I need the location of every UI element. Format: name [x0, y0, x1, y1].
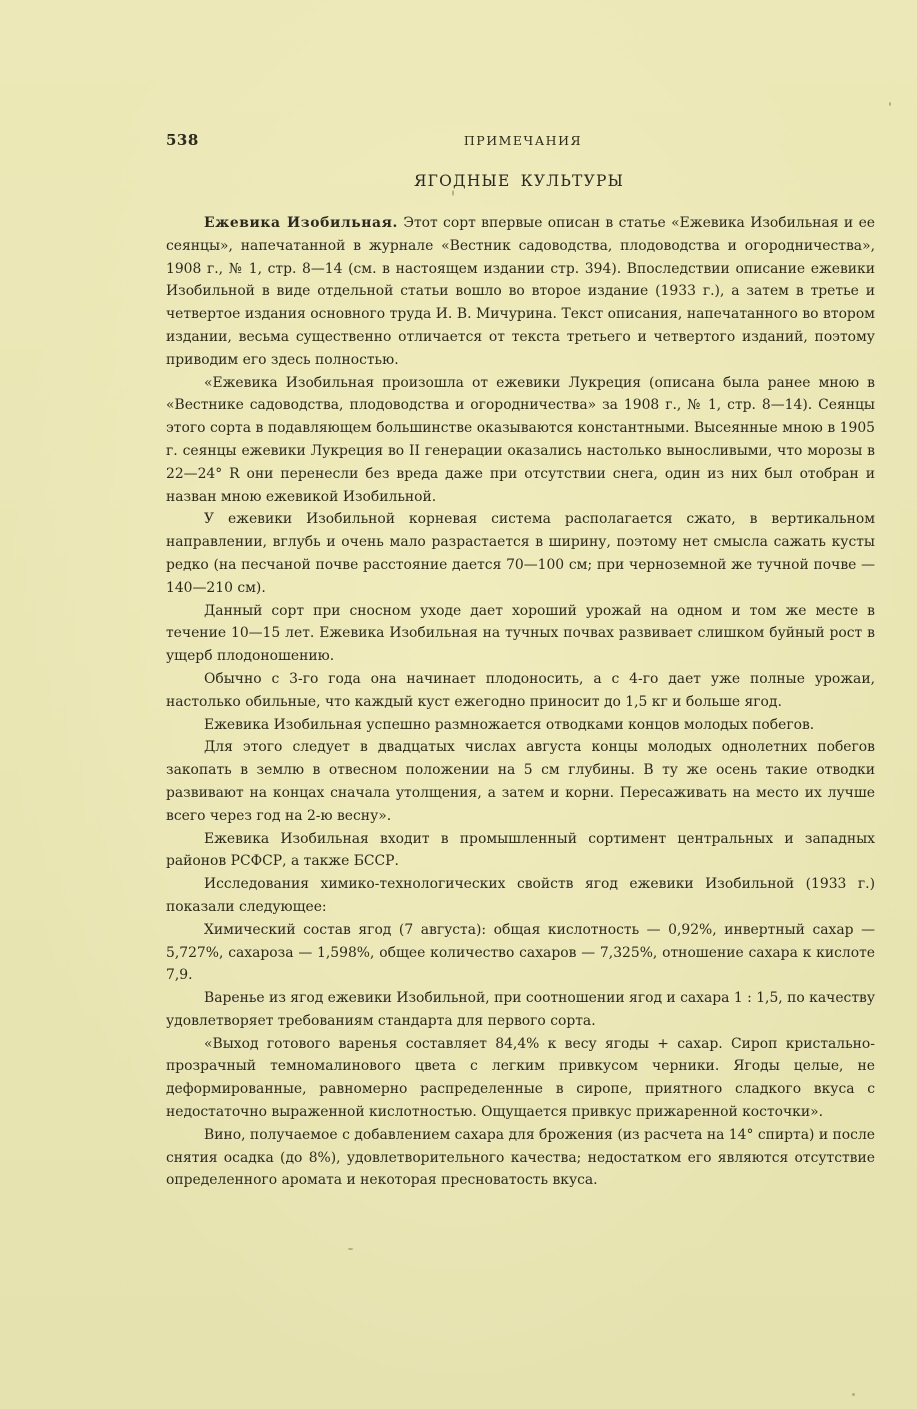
paper-speck [452, 190, 454, 196]
paragraph: Для этого следует в двадцатых числах августа концы молодых однолетних побегов закопать в землю в отвесном положении на 5 см глубины. В ту же осень такие отводки развивают на концах сначала утолщения, а затем и корни. Пересаживать на место их лучше всего через год на 2-ю весну». [166, 739, 875, 824]
paragraph: Обычно с 3-го года она начинает плодоносить, а с 4-го дает уже полные урожаи, настолько обильные, что каждый куст ежегодно приносит до 1,5 кг и больше ягод. [166, 670, 875, 710]
running-title: ПРИМЕЧАНИЯ [463, 133, 583, 148]
body-text [166, 212, 875, 1192]
paragraph: Данный сорт при сносном уходе дает хороший урожай на одном и том же месте в течение 10—15 лет. Ежевика Изобильная на тучных почвах развивает слишком буйный рост в ущерб плодоношению. [166, 602, 875, 665]
paragraph: Вино, получаемое с добавлением сахара для брожения (из расчета на 14° спирта) и после снятия осадка (до 8%), удовлетворительного качества; недостатком его являются отсутствие определенного аромата и некоторая пресноватость вкуса. [166, 1126, 875, 1189]
paragraph-lead: Ежевика Изобильная. [204, 215, 398, 231]
paragraph-text: Этот сорт впервые описан в статье «Ежевика Изобильная и ее сеянцы», напечатанной в журнале «Вестник садоводства, плодоводства и огородничества», 1908 г., № 1, стр. 8—14 (см. в настоящем издании стр. 394). Впоследствии описание ежевики Изобильной в виде отдельной статьи вошло во второе издание (1933 г.), а затем в третье и четвертое издания основного труда И. В. Мичурина. Текст описания, напечатанного во втором издании, весьма существенно отличается от текста третьего и четвертого изданий, поэтому приводим его здесь полностью. [166, 215, 876, 368]
section-title: ЯГОДНЫЕ КУЛЬТУРЫ [413, 172, 625, 190]
paragraph: Варенье из ягод ежевики Изобильной, при соотношении ягод и сахара 1 : 1,5, по качеству удовлетворяет требованиям стандарта для первого сорта. [166, 990, 876, 1029]
paragraph: У ежевики Изобильной корневая система располагается сжато, в вертикальном направлении, вглубь и очень мало разрастается в ширину, поэтому нет смысла сажать кусты редко (на песчаной почве расстояние дается 70—100 см; при черноземной же тучной почве — 140—210 см). [166, 511, 875, 596]
paragraph: «Выход готового варенья составляет 84,4% к весу ягоды + сахар. Сироп кристально-прозрачный темномалинового цвета с легким привкусом черники. Ягоды целые, не деформированные, равномерно распределенные в сиропе, приятного сладкого вкуса с недостаточно выраженной кислотностью. Ощущается привкус прижаренной косточки». [166, 1035, 875, 1121]
paragraph: Ежевика Изобильная успешно размножается отводками концов молодых побегов. [204, 716, 815, 733]
page-number: 538 [166, 131, 199, 149]
paper-speck [852, 1393, 855, 1396]
paragraph: Ежевика Изобильная входит в промышленный сортимент центральных и западных районов РСФСР, а также БССР. [166, 830, 875, 870]
paragraph: Исследования химико-технологических свойств ягод ежевики Изобильной (1933 г.) показали следующее: [166, 876, 875, 915]
paper-speck [889, 102, 891, 106]
paragraph: Химический состав ягод (7 августа): общая кислотность — 0,92%, инвертный сахар — 5,727%, сахароза — 1,598%, общее количество сахаров — 7,325%, отношение сахара к кислоте 7,9. [166, 921, 875, 984]
paper-speck [348, 1248, 353, 1250]
paragraph [166, 212, 875, 372]
paragraph: «Ежевика Изобильная произошла от ежевики Лукреция (описана была ранее мною в «Вестнике садоводства, плодоводства и огородничества» за 1908 г., № 1, стр. 8—14). Сеянцы этого сорта в подавляющем большинстве оказываются константными. Высеянные мною в 1905 г. сеянцы ежевики Лукреция во II генерации оказались настолько выносливыми, что морозы в 22—24° R они перенесли без вреда даже при отсутствии снега, один из них был отобран и назван мною ежевикой Изобильной. [166, 374, 875, 505]
running-head [166, 131, 880, 151]
